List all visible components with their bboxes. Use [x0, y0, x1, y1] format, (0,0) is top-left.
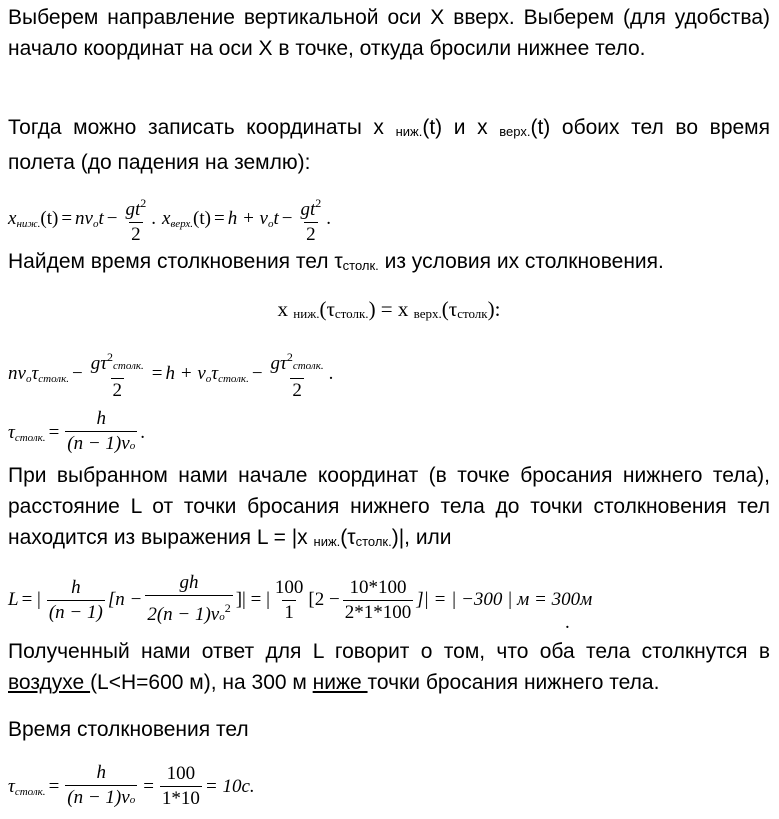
math-token: 2	[286, 350, 293, 364]
math-token: [n −	[107, 589, 143, 610]
subscript: верх.	[499, 124, 531, 139]
math-token: gh	[179, 572, 199, 593]
math-token: h + v	[165, 363, 206, 384]
collision-condition	[8, 294, 770, 329]
fraction	[298, 192, 323, 246]
math-token: [2 −	[308, 589, 340, 610]
math-token: 2*1*100	[344, 601, 412, 623]
math-token: (n − 1)	[48, 601, 103, 623]
math-token: gt	[300, 199, 316, 220]
math-token: −	[106, 208, 118, 229]
equation-period	[565, 612, 570, 634]
math-token: −	[72, 363, 83, 384]
math-token: 1*10	[161, 788, 200, 809]
math-token: o	[267, 218, 274, 230]
math-token: верх.	[170, 218, 194, 230]
math-token: ):	[487, 297, 501, 321]
math-token: h	[71, 576, 81, 598]
math-token: столк.	[113, 360, 144, 372]
text: Найдем время столкновения тел τ	[8, 250, 343, 273]
math-token: 10*100	[349, 576, 407, 598]
math-token: τ	[31, 363, 39, 384]
paragraph-axis-choice	[8, 2, 770, 64]
math-token: верх.	[413, 306, 442, 321]
subscript: ниж.	[313, 534, 341, 549]
math-token: 2	[140, 196, 147, 210]
math-token: =	[48, 421, 60, 443]
math-token: столк	[457, 306, 488, 321]
math-token: ) = x	[368, 297, 414, 321]
paragraph-distance	[8, 460, 770, 557]
text: из условия их столкновения.	[378, 250, 664, 273]
math-token: o	[129, 794, 136, 806]
math-token: x	[277, 297, 294, 321]
math-token: x	[8, 208, 17, 229]
fraction	[273, 577, 306, 624]
math-token: t	[273, 208, 279, 229]
paragraph-time-label	[8, 714, 770, 745]
math-token: x	[162, 208, 171, 229]
math-token: столк.	[14, 785, 46, 798]
math-token: τ	[211, 363, 219, 384]
text: (L<H=600 м), на 300 м	[90, 671, 313, 694]
fraction	[89, 346, 146, 402]
text: )|, или	[391, 526, 452, 549]
fraction	[160, 763, 202, 810]
fraction	[123, 192, 148, 246]
math-token: τ	[8, 775, 15, 797]
math-token: столк.	[334, 306, 369, 321]
math-token: o	[129, 440, 136, 452]
math-token: o	[92, 218, 99, 230]
math-token: o	[25, 373, 32, 385]
math-token: .	[151, 208, 157, 229]
text: Тогда можно записать координаты x	[8, 116, 396, 139]
math-token: (t)	[40, 208, 59, 229]
math-token: 2(n − 1)v	[147, 604, 220, 625]
equation-coordinates	[8, 192, 331, 246]
math-token: = 10c.	[204, 775, 255, 797]
math-token: gt	[125, 199, 141, 220]
math-token: o	[205, 373, 212, 385]
math-token: o	[219, 611, 225, 623]
text: (t) и x	[422, 116, 500, 139]
math-token: 2	[131, 224, 141, 245]
math-token: .	[326, 208, 331, 229]
paragraph-collision-time	[8, 246, 770, 281]
math-token: .	[565, 612, 570, 633]
subscript: столк.	[355, 534, 392, 549]
math-token: = |	[21, 589, 41, 610]
math-token: =	[61, 208, 73, 229]
math-token: 100	[274, 576, 304, 598]
math-token: 2	[224, 601, 231, 615]
text: Полученный нами ответ для L говорит о том, что оба тела столкнутся в	[8, 640, 770, 663]
math-token: h	[96, 408, 106, 429]
paragraph-coordinates	[8, 112, 770, 178]
math-token: 1	[284, 601, 294, 623]
math-token: h + v	[227, 208, 268, 229]
equation-time-result	[8, 762, 255, 811]
math-token: nv	[75, 208, 93, 229]
math-token: столк.	[38, 373, 69, 385]
fraction	[47, 577, 105, 624]
math-token: =	[48, 775, 60, 797]
math-token: 2	[315, 196, 322, 210]
math-token: ]| = | −300 | м = 300м	[416, 589, 593, 610]
fraction	[269, 346, 326, 402]
math-token: t	[98, 208, 104, 229]
fraction	[343, 577, 414, 624]
math-token: 2	[107, 350, 114, 364]
math-token: ]| = |	[235, 589, 270, 610]
math-token: −	[281, 208, 293, 229]
math-token: (n − 1)v	[67, 787, 130, 808]
equation-distance	[8, 572, 592, 628]
text: точки бросания нижнего тела.	[367, 671, 660, 694]
math-token: .	[328, 363, 334, 384]
math-token: (τ	[441, 297, 458, 321]
math-token: −	[251, 363, 263, 384]
math-token: столк.	[292, 360, 324, 372]
math-token: ниж.	[293, 306, 320, 321]
math-token: 2	[306, 224, 316, 245]
math-token: столк.	[218, 373, 249, 385]
math-token: (τ	[319, 297, 335, 321]
text: Время столкновения тел	[8, 718, 249, 741]
math-token: =	[213, 208, 225, 229]
math-token: 100	[166, 763, 196, 784]
math-token: .	[140, 421, 145, 443]
math-token: =	[151, 363, 163, 384]
subscript: столк.	[342, 258, 379, 273]
math-token: τ	[8, 421, 15, 443]
math-token: nv	[8, 363, 26, 384]
math-token: столк.	[14, 431, 46, 444]
math-token: (n − 1)v	[67, 433, 130, 454]
text: (t) обоих тел во время полета (до падения на землю):	[8, 116, 770, 174]
math-token: =	[143, 775, 154, 797]
equation-tau	[8, 408, 145, 457]
math-token: gτ	[90, 353, 108, 374]
fraction	[65, 408, 137, 457]
underlined-text: воздухе	[8, 671, 91, 694]
math-token: h	[96, 762, 106, 783]
math-token: gτ	[270, 353, 287, 374]
text: При выбранном нами начале координат (в точке бросания нижнего тела), расстояние L от точки бросания нижнего тела до точки столкновения тел находится из выражения L = |x	[8, 464, 770, 549]
text: (τ	[340, 526, 356, 549]
math-token: ниж.	[16, 218, 41, 230]
paragraph-answer	[8, 636, 770, 698]
underlined-text: ниже	[312, 671, 368, 694]
subscript: ниж.	[395, 124, 423, 139]
equation-collision	[8, 346, 333, 402]
math-token: 2	[112, 380, 122, 401]
math-token: 2	[292, 380, 302, 401]
math-token: (t)	[193, 208, 211, 229]
fraction	[145, 572, 232, 628]
math-token: L	[8, 589, 19, 610]
fraction	[65, 762, 137, 811]
paragraph-text: Выберем направление вертикальной оси X вверх. Выберем (для удобства) начало координат на оси X в точке, откуда бросили нижнее тело.	[8, 6, 770, 60]
